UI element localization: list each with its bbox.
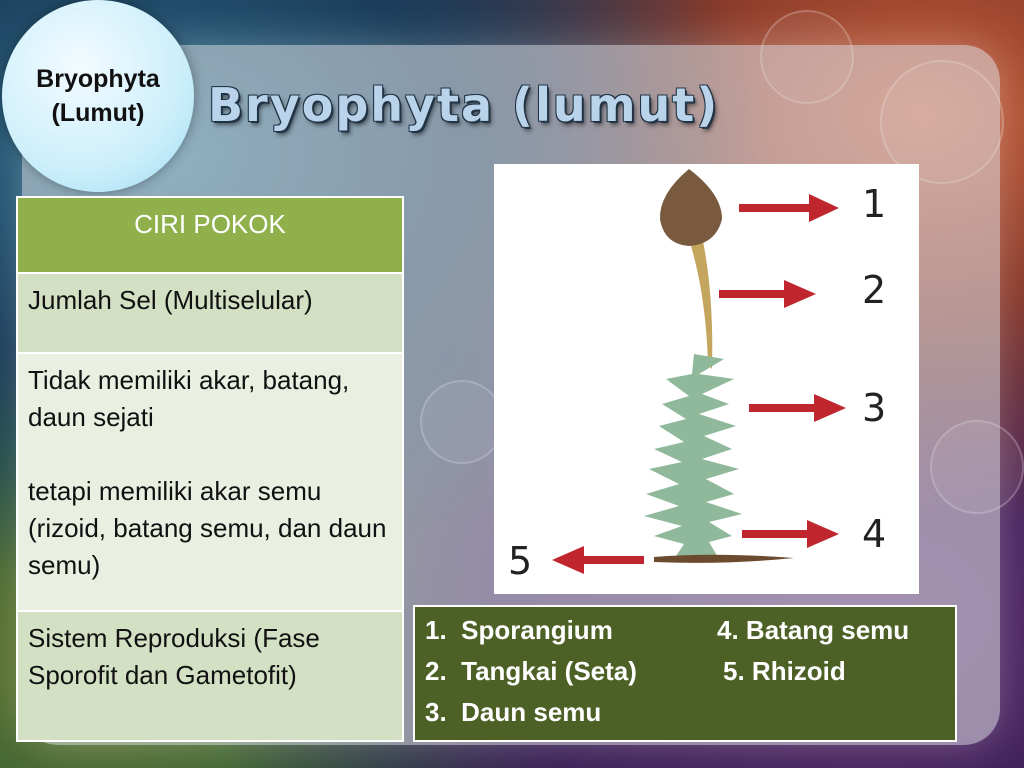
legend-item: [425, 656, 637, 687]
legend-number: 1.: [425, 615, 447, 645]
legend-label: Rhizoid: [751, 656, 846, 686]
row-text: tetapi memiliki akar semu (rizoid, batang semu, dan daun semu): [28, 476, 387, 580]
rhizoid-shape: [654, 555, 794, 563]
legend-number: 4.: [717, 615, 739, 645]
legend-item: [425, 615, 613, 646]
characteristics-table: [16, 196, 404, 742]
legend-item: [717, 615, 909, 646]
topic-badge: [2, 0, 194, 192]
leaf-cluster: [644, 354, 742, 559]
legend-number: 5.: [723, 656, 745, 686]
stalk-shape: [689, 236, 712, 369]
diagram-label: 5: [508, 539, 533, 583]
legend-label: Daun semu: [461, 697, 602, 727]
legend-label: Tangkai (Seta): [461, 656, 637, 686]
legend-box: [413, 605, 957, 742]
capsule-shape: [660, 169, 722, 246]
badge-text: Bryophyta (Lumut): [36, 65, 160, 127]
legend-label: Sporangium: [461, 615, 613, 645]
table-row: Sistem Reproduksi (Fase Sporofit dan Gametofit): [17, 611, 403, 741]
legend-item: [425, 697, 601, 728]
moss-illustration: [494, 164, 919, 594]
table-row: Jumlah Sel (Multiselular): [17, 273, 403, 353]
diagram-label: 2: [862, 268, 887, 312]
moss-diagram: [494, 164, 919, 594]
table-row: [17, 353, 403, 611]
legend-item: [723, 656, 846, 687]
table-header: CIRI POKOK: [17, 197, 403, 273]
slide-title: Bryophyta (lumut): [208, 78, 720, 132]
legend-label: Batang semu: [745, 615, 910, 645]
legend-number: 3.: [425, 697, 447, 727]
row-text: Tidak memiliki akar, batang, daun sejati: [28, 365, 350, 432]
diagram-label: 1: [862, 182, 887, 226]
diagram-label: 3: [862, 386, 887, 430]
diagram-label: 4: [862, 512, 887, 556]
legend-number: 2.: [425, 656, 447, 686]
